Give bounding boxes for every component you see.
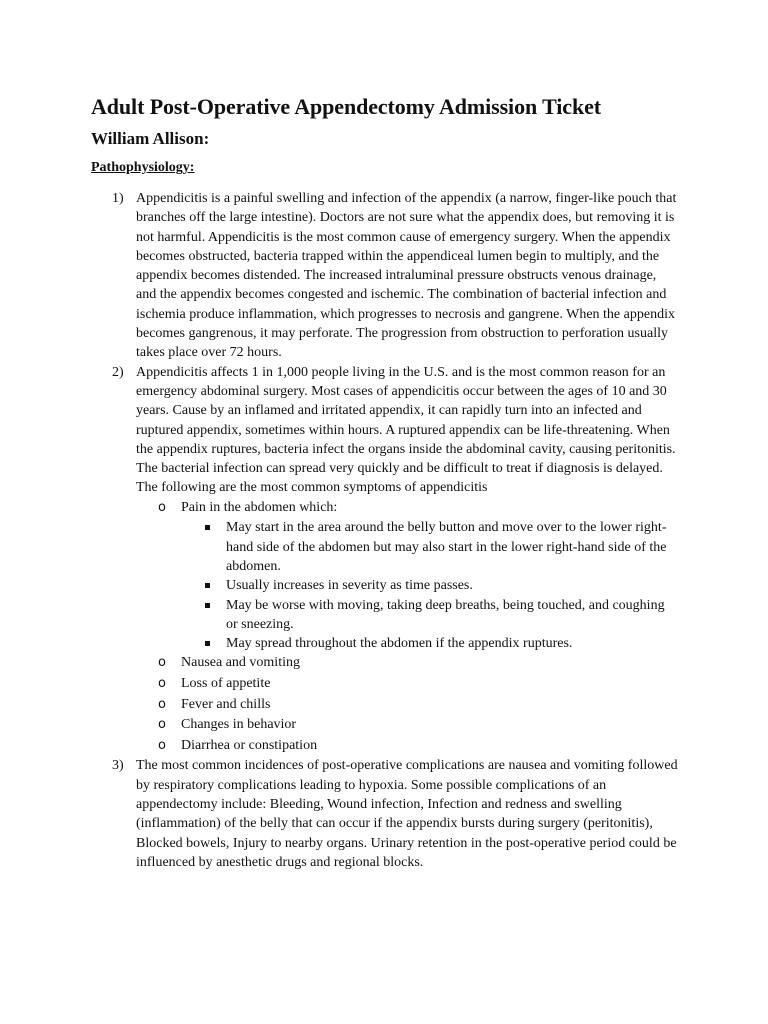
list-item [91,189,678,363]
symptom-item [136,715,678,736]
detail-text: May spread throughout the abdomen if the appendix ruptures. [226,636,573,652]
document-title: Adult Post-Operative Appendectomy Admission Ticket [91,94,601,119]
item-paragraph: Appendicitis is a painful swelling and infection of the appendix (a narrow, finger-like pouch that branches off the large intestine). Doctors are not sure what the appendix does, but removing it is not harmful. Appendicitis is the most common cause of emergency surgery. When the appendix becomes obstructed, bacteria trapped within the appendiceal lumen begin to multiply, and the appendix becomes distended. The increased intraluminal pressure obstructs venous drainage, and the appendix becomes congested and ischemic. The combination of bacterial infection and ischemia produce inflammation, which progresses to necrosis and gangrene. When the appendix becomes gangrenous, it may perforate. The progression from obstruction to perforation usually takes place over 72 hours. [136,191,677,361]
symptom-text: Loss of appetite [181,676,271,692]
detail-text: Usually increases in severity as time passes. [226,578,473,594]
square-bullet-icon [205,603,210,608]
symptom-text: Changes in behavior [181,717,297,733]
pain-details-list [181,518,678,653]
numbered-list [91,189,678,872]
detail-item [181,518,678,576]
circle-bullet-icon: o [158,737,166,753]
list-item [91,756,678,872]
symptom-text: Nausea and vomiting [181,655,300,671]
symptoms-list [136,498,678,757]
symptom-text: Pain in the abdomen which: [181,499,338,515]
symptom-item [136,674,678,695]
symptom-text: Fever and chills [181,696,271,712]
symptom-item [136,498,678,654]
symptom-item [136,695,678,716]
symptom-item [136,653,678,674]
item-number: 2) [112,364,124,380]
circle-bullet-icon: o [158,696,166,712]
square-bullet-icon [205,583,210,588]
circle-bullet-icon: o [158,499,166,515]
square-bullet-icon [205,525,210,530]
square-bullet-icon [205,641,210,646]
item-paragraph: Appendicitis affects 1 in 1,000 people living in the U.S. and is the most common reason for an emergency abdominal surgery. Most cases of appendicitis occur between the ages of 10 and 30 years. Cause by an inflamed and irritated appendix, it can rapidly turn into an infected and ruptured appendix, sometimes within hours. A ruptured appendix can be life-threatening. When the appendix ruptures, bacteria infect the organs inside the abdominal cavity, causing peritonitis. The bacterial infection can spread very quickly and be difficult to treat if diagnosis is delayed. The following are the most common symptoms of appendicitis [136,364,676,496]
item-paragraph: The most common incidences of post-operative complications are nausea and vomiting followed by respiratory complications leading to hypoxia. Some possible complications of an appendectomy include: Bleeding, Wound infection, Infection and redness and swelling (inflammation) of the belly that can occur if the appendix bursts during surgery (peritonitis), Blocked bowels, Injury to nearby organs. Urinary retention in the post-operative period could be influenced by anesthetic drugs and regional blocks. [136,758,678,870]
detail-item [181,634,678,653]
detail-text: May be worse with moving, taking deep breaths, being touched, and coughing or sneezing. [226,597,665,632]
section-heading-pathophysiology: Pathophysiology: [91,160,195,175]
circle-bullet-icon: o [158,655,166,671]
symptom-text: Diarrhea or constipation [181,737,318,753]
item-number: 1) [112,191,124,206]
detail-text: May start in the area around the belly button and move over to the lower right-hand side of the abdomen but may also start in the lower right-hand side of the abdomen. [226,520,667,574]
item-number: 3) [112,758,124,774]
detail-item [181,596,678,635]
author-name: William Allison: [91,129,210,148]
circle-bullet-icon: o [158,676,166,692]
circle-bullet-icon: o [158,717,166,733]
detail-item [181,576,678,595]
symptom-item [136,736,678,757]
list-item [91,363,678,757]
